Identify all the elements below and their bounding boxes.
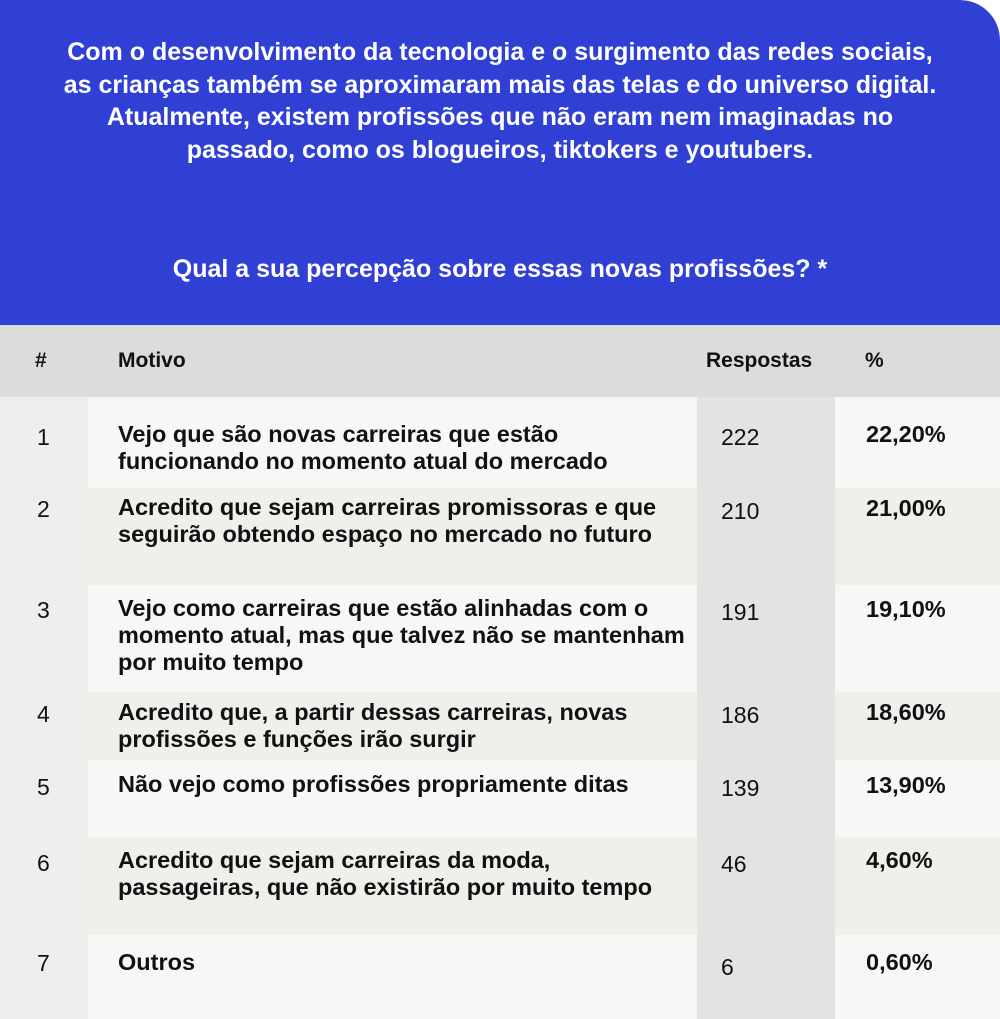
table-row — [0, 760, 1000, 837]
row-percent: 4,60% — [866, 847, 933, 873]
row-number: 5 — [37, 774, 50, 800]
question-text: Qual a sua percepção sobre essas novas profissões? * — [172, 255, 828, 283]
row-percent: 22,20% — [866, 421, 946, 447]
row-percent: 18,60% — [866, 699, 946, 725]
column-header-percent: % — [865, 349, 884, 372]
row-number: 6 — [37, 850, 50, 876]
row-respostas: 222 — [721, 424, 760, 450]
row-number: 3 — [37, 597, 50, 623]
row-number: 2 — [37, 496, 50, 522]
table-row — [0, 488, 1000, 585]
row-number: 1 — [37, 424, 50, 450]
question-header — [0, 0, 1000, 325]
table-header — [0, 325, 1000, 397]
row-motivo: Acredito que sejam carreiras promissoras e que seguirão obtendo espaço no mercado no futuro — [118, 494, 657, 547]
row-respostas: 191 — [721, 599, 760, 625]
intro-text: Com o desenvolvimento da tecnologia e o surgimento das redes sociais, as crianças também se aproximaram mais das telas e do universo digital. Atualmente, existem profissões que não eram nem imaginadas no passado, como os blogueiros, tiktokers e youtubers. — [63, 38, 937, 164]
row-number: 7 — [37, 950, 50, 976]
row-respostas: 46 — [721, 851, 747, 877]
table-row — [0, 935, 1000, 1019]
column-header-respostas: Respostas — [706, 349, 813, 372]
column-header-number: # — [35, 349, 47, 372]
row-percent: 0,60% — [866, 949, 933, 975]
row-respostas: 210 — [721, 498, 760, 524]
column-header-motivo: Motivo — [118, 349, 186, 372]
table-row — [0, 397, 1000, 488]
table-body — [0, 397, 1000, 1019]
table-row — [0, 692, 1000, 760]
row-percent: 19,10% — [866, 596, 946, 622]
row-motivo: Acredito que sejam carreiras da moda, passageiras, que não existirão por muito tempo — [118, 847, 653, 900]
row-percent: 13,90% — [866, 772, 946, 798]
row-motivo: Não vejo como profissões propriamente ditas — [118, 771, 629, 797]
row-motivo: Vejo que são novas carreiras que estão funcionando no momento atual do mercado — [118, 421, 608, 474]
row-number: 4 — [37, 701, 50, 727]
table-row — [0, 585, 1000, 692]
row-motivo: Acredito que, a partir dessas carreiras, novas profissões e funções irão surgir — [118, 699, 628, 752]
row-percent: 21,00% — [866, 495, 946, 521]
row-respostas: 139 — [721, 775, 760, 801]
row-respostas: 6 — [721, 954, 734, 980]
row-respostas: 186 — [721, 702, 760, 728]
row-motivo: Outros — [118, 949, 196, 975]
row-motivo: Vejo como carreiras que estão alinhadas com o momento atual, mas que talvez não se mantenham por muito tempo — [118, 595, 685, 675]
table-row — [0, 837, 1000, 935]
